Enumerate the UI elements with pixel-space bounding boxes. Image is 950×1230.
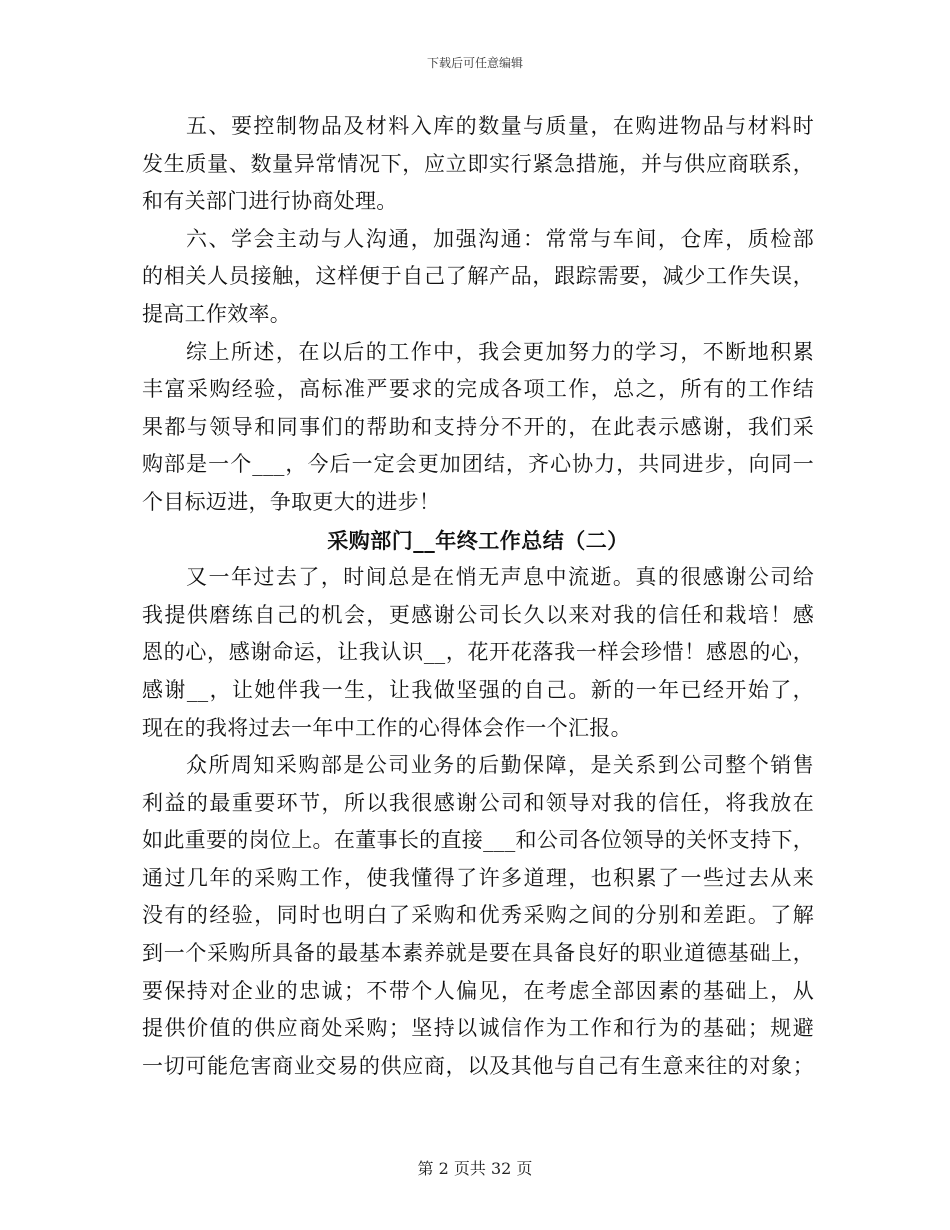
- text-line: 和有关部门进行协商处理。: [142, 189, 398, 214]
- text-line: 我提供磨练自己的机会，更感谢公司长久以来对我的信任和栽培！感: [142, 602, 814, 627]
- text-line: 提供价值的供应商处采购；坚持以诚信作为工作和行为的基础；规避: [142, 1016, 814, 1041]
- text-line: 要保持对企业的忠诚；不带个人偏见，在考虑全部因素的基础上，从: [142, 978, 814, 1003]
- section-title: 采购部门__年终工作总结（二）: [327, 527, 629, 553]
- text-line: 通过几年的采购工作，使我懂得了许多道理，也积累了一些过去从来: [142, 865, 814, 890]
- text-line: 恩的心，感谢命运，让我认识__，花开花落我一样会珍惜！感恩的心，: [142, 640, 814, 665]
- text-line: 到一个采购所具备的最基本素养就是要在具备良好的职业道德基础上，: [142, 941, 814, 966]
- text-line: 提高工作效率。: [142, 301, 292, 326]
- document-body: [142, 108, 814, 1085]
- text-line: 如此重要的岗位上。在董事长的直接___和公司各位领导的关怀支持下，: [142, 828, 814, 853]
- text-line: 果都与领导和同事们的帮助和支持分不开的，在此表示感谢，我们采: [142, 414, 814, 439]
- page-number: 第 2 页共 32 页: [417, 1159, 533, 1178]
- text-line: 发生质量、数量异常情况下，应立即实行紧急措施，并与供应商联系，: [142, 151, 814, 176]
- text-line: 感谢__，让她伴我一生，让我做坚强的自己。新的一年已经开始了，: [142, 677, 814, 702]
- text-line: 综上所述，在以后的工作中，我会更加努力的学习，不断地积累: [186, 339, 814, 364]
- text-line: 个目标迈进，争取更大的进步！: [142, 489, 441, 514]
- text-line: 众所周知采购部是公司业务的后勤保障，是关系到公司整个销售: [186, 753, 814, 778]
- text-line: 一切可能危害商业交易的供应商，以及其他与自己有生意来往的对象；: [142, 1053, 814, 1078]
- text-line: 现在的我将过去一年中工作的心得体会作一个汇报。: [142, 715, 632, 740]
- text-line: 没有的经验，同时也明白了采购和优秀采购之间的分别和差距。了解: [142, 903, 814, 928]
- text-line: 利益的最重要环节，所以我很感谢公司和领导对我的信任，将我放在: [142, 790, 814, 815]
- text-line: 又一年过去了，时间总是在悄无声息中流逝。真的很感谢公司给: [186, 565, 814, 590]
- text-line: 六、学会主动与人沟通，加强沟通：常常与车间，仓库，质检部: [186, 226, 814, 251]
- text-line: 购部是一个___，今后一定会更加团结，齐心协力，共同进步，向同一: [142, 452, 814, 477]
- text-line: 的相关人员接触，这样便于自己了解产品，跟踪需要，减少工作失误，: [142, 264, 814, 289]
- text-line: 五、要控制物品及材料入库的数量与质量，在购进物品与材料时: [186, 114, 814, 138]
- page-header-note: 下载后可任意编辑: [426, 56, 523, 70]
- text-line: 丰富采购经验，高标准严要求的完成各项工作，总之，所有的工作结: [142, 377, 814, 402]
